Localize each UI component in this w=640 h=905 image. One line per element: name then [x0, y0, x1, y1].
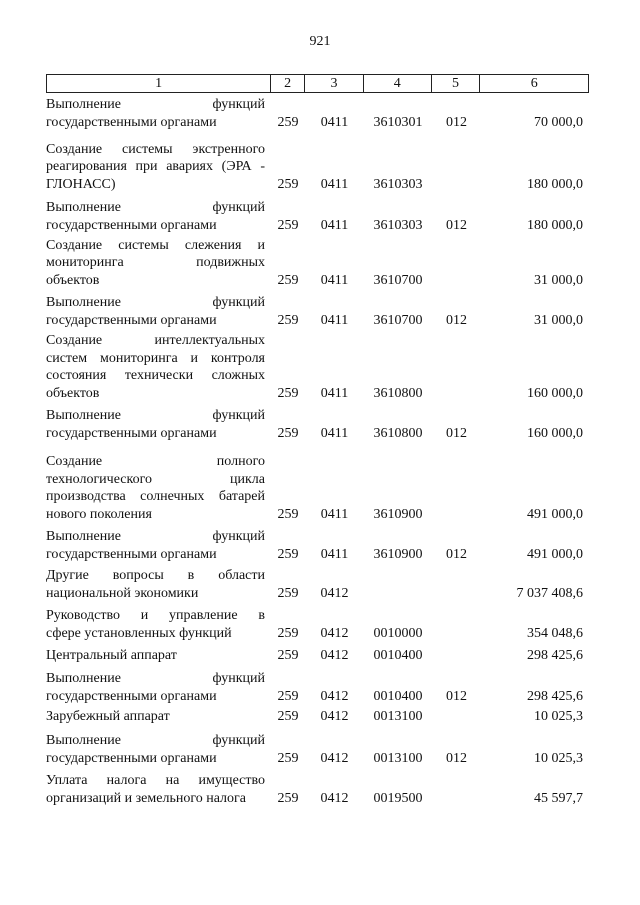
- expense-type-code: 012: [446, 312, 467, 328]
- description-line: производства солнечных батарей: [46, 489, 265, 504]
- table-row: [46, 773, 589, 807]
- expense-type-code: 012: [446, 217, 467, 233]
- section-code: 0411: [320, 506, 349, 522]
- ministry-code: 259: [277, 272, 299, 288]
- section-code: 0411: [320, 425, 349, 441]
- row-description: [46, 407, 265, 442]
- description-line: Другие вопросы в области: [46, 568, 265, 583]
- ministry-code: 259: [277, 385, 299, 401]
- expense-type-code: 012: [446, 750, 467, 766]
- target-article-code: 3610301: [373, 114, 423, 130]
- description-line: государственными органами: [46, 425, 217, 441]
- amount: 70 000,0: [534, 114, 583, 130]
- row-description: [46, 294, 265, 329]
- target-article-code: 3610303: [373, 176, 423, 192]
- description-line: Центральный аппарат: [46, 647, 177, 663]
- description-line: Выполнение функций: [46, 200, 265, 215]
- header-col-5: 5: [432, 75, 481, 92]
- target-article-code: 3610800: [373, 425, 423, 441]
- ministry-code: 259: [277, 114, 299, 130]
- amount: 160 000,0: [527, 385, 583, 401]
- description-line: государственными органами: [46, 750, 217, 766]
- row-description: [46, 647, 265, 665]
- ministry-code: 259: [277, 546, 299, 562]
- target-article-code: 0013100: [373, 708, 423, 724]
- expense-type-code: 012: [446, 425, 467, 441]
- description-line: мониторинга подвижных: [46, 255, 265, 270]
- target-article-code: 0013100: [373, 750, 423, 766]
- description-line: сфере установленных функций: [46, 625, 232, 641]
- table-row: [46, 333, 589, 402]
- row-description: [46, 96, 265, 131]
- header-col-2: 2: [271, 75, 305, 92]
- description-line: Выполнение функций: [46, 671, 265, 686]
- row-description: [46, 199, 265, 234]
- description-line: Создание системы слежения и: [46, 237, 265, 253]
- amount: 160 000,0: [527, 425, 583, 441]
- description-line: Создание полного: [46, 454, 265, 469]
- target-article-code: 3610303: [373, 217, 423, 233]
- table-row: [46, 97, 589, 131]
- description-line: ГЛОНАСС): [46, 176, 116, 192]
- ministry-code: 259: [277, 585, 299, 601]
- ministry-code: 259: [277, 688, 299, 704]
- section-code: 0411: [320, 312, 349, 328]
- section-code: 0411: [320, 114, 349, 130]
- table-header: [46, 74, 589, 93]
- description-line: Выполнение функций: [46, 97, 265, 112]
- amount: 31 000,0: [534, 312, 583, 328]
- description-line: Выполнение функций: [46, 295, 265, 310]
- table-row: [46, 733, 589, 767]
- amount: 45 597,7: [534, 790, 583, 806]
- section-code: 0411: [320, 385, 349, 401]
- row-description: [46, 141, 265, 194]
- description-line: Создание системы экстренного: [46, 141, 265, 157]
- target-article-code: 0019500: [373, 790, 423, 806]
- section-code: 0411: [320, 176, 349, 192]
- table-row: [46, 705, 589, 725]
- description-line: государственными органами: [46, 217, 217, 233]
- description-line: Выполнение функций: [46, 733, 265, 748]
- expense-type-code: 012: [446, 546, 467, 562]
- description-line: Зарубежный аппарат: [46, 708, 170, 724]
- section-code: 0412: [320, 708, 349, 724]
- target-article-code: 3610900: [373, 546, 423, 562]
- description-line: Руководство и управление в: [46, 608, 265, 623]
- row-description: [46, 670, 265, 705]
- section-code: 0411: [320, 546, 349, 562]
- row-description: [46, 528, 265, 563]
- table-row: [46, 568, 589, 602]
- expense-type-code: 012: [446, 114, 467, 130]
- description-line: государственными органами: [46, 312, 217, 328]
- header-col-3: 3: [305, 75, 364, 92]
- amount: 491 000,0: [527, 506, 583, 522]
- table-row: [46, 529, 589, 563]
- description-line: объектов: [46, 385, 100, 401]
- ministry-code: 259: [277, 425, 299, 441]
- table-row: [46, 141, 589, 193]
- table-row: [46, 200, 589, 234]
- row-description: [46, 332, 265, 402]
- section-code: 0412: [320, 750, 349, 766]
- table-row: [46, 295, 589, 329]
- table-row: [46, 671, 589, 705]
- ministry-code: 259: [277, 750, 299, 766]
- description-line: Выполнение функций: [46, 529, 265, 544]
- ministry-code: 259: [277, 790, 299, 806]
- description-line: систем мониторинга и контроля: [46, 350, 265, 366]
- amount: 10 025,3: [534, 708, 583, 724]
- table-row: [46, 408, 589, 442]
- page-number: 921: [309, 34, 331, 49]
- row-description: [46, 708, 265, 726]
- amount: 10 025,3: [534, 750, 583, 766]
- table-row: [46, 644, 589, 664]
- description-line: Создание интеллектуальных: [46, 333, 265, 348]
- table-row: [46, 237, 589, 289]
- amount: 491 000,0: [527, 546, 583, 562]
- header-col-1: 1: [47, 75, 271, 92]
- section-code: 0412: [320, 790, 349, 806]
- ministry-code: 259: [277, 647, 299, 663]
- section-code: 0412: [320, 585, 349, 601]
- amount: 180 000,0: [527, 217, 583, 233]
- target-article-code: 3610900: [373, 506, 423, 522]
- header-col-6: 6: [530, 76, 538, 91]
- target-article-code: 0010000: [373, 625, 423, 641]
- target-article-code: 3610800: [373, 385, 423, 401]
- amount: 7 037 408,6: [516, 585, 583, 601]
- target-article-code: 3610700: [373, 312, 423, 328]
- description-line: государственными органами: [46, 114, 217, 130]
- amount: 354 048,6: [527, 625, 583, 641]
- description-line: государственными органами: [46, 688, 217, 704]
- description-line: государственными органами: [46, 546, 217, 562]
- target-article-code: 0010400: [373, 647, 423, 663]
- table-row: [46, 454, 589, 523]
- target-article-code: 0010400: [373, 688, 423, 704]
- section-code: 0411: [320, 272, 349, 288]
- row-description: [46, 567, 265, 602]
- row-description: [46, 237, 265, 290]
- ministry-code: 259: [277, 217, 299, 233]
- expense-type-code: 012: [446, 688, 467, 704]
- description-line: Уплата налога на имущество: [46, 773, 265, 788]
- description-line: нового поколения: [46, 506, 152, 522]
- description-line: Выполнение функций: [46, 408, 265, 423]
- section-code: 0412: [320, 647, 349, 663]
- description-line: объектов: [46, 272, 100, 288]
- row-description: [46, 453, 265, 523]
- row-description: [46, 607, 265, 642]
- description-line: реагирования при авариях (ЭРА -: [46, 159, 265, 174]
- description-line: национальной экономики: [46, 585, 199, 601]
- ministry-code: 259: [277, 312, 299, 328]
- ministry-code: 259: [277, 176, 299, 192]
- description-line: организаций и земельного налога: [46, 790, 246, 806]
- section-code: 0412: [320, 688, 349, 704]
- section-code: 0412: [320, 625, 349, 641]
- description-line: состояния технически сложных: [46, 368, 265, 383]
- header-col-4: 4: [364, 75, 432, 92]
- table-row: [46, 608, 589, 642]
- ministry-code: 259: [277, 708, 299, 724]
- section-code: 0411: [320, 217, 349, 233]
- amount: 298 425,6: [527, 688, 583, 704]
- target-article-code: 3610700: [373, 272, 423, 288]
- description-line: технологического цикла: [46, 471, 265, 487]
- amount: 31 000,0: [534, 272, 583, 288]
- ministry-code: 259: [277, 625, 299, 641]
- amount: 180 000,0: [527, 176, 583, 192]
- amount: 298 425,6: [527, 647, 583, 663]
- ministry-code: 259: [277, 506, 299, 522]
- row-description: [46, 732, 265, 767]
- row-description: [46, 772, 265, 807]
